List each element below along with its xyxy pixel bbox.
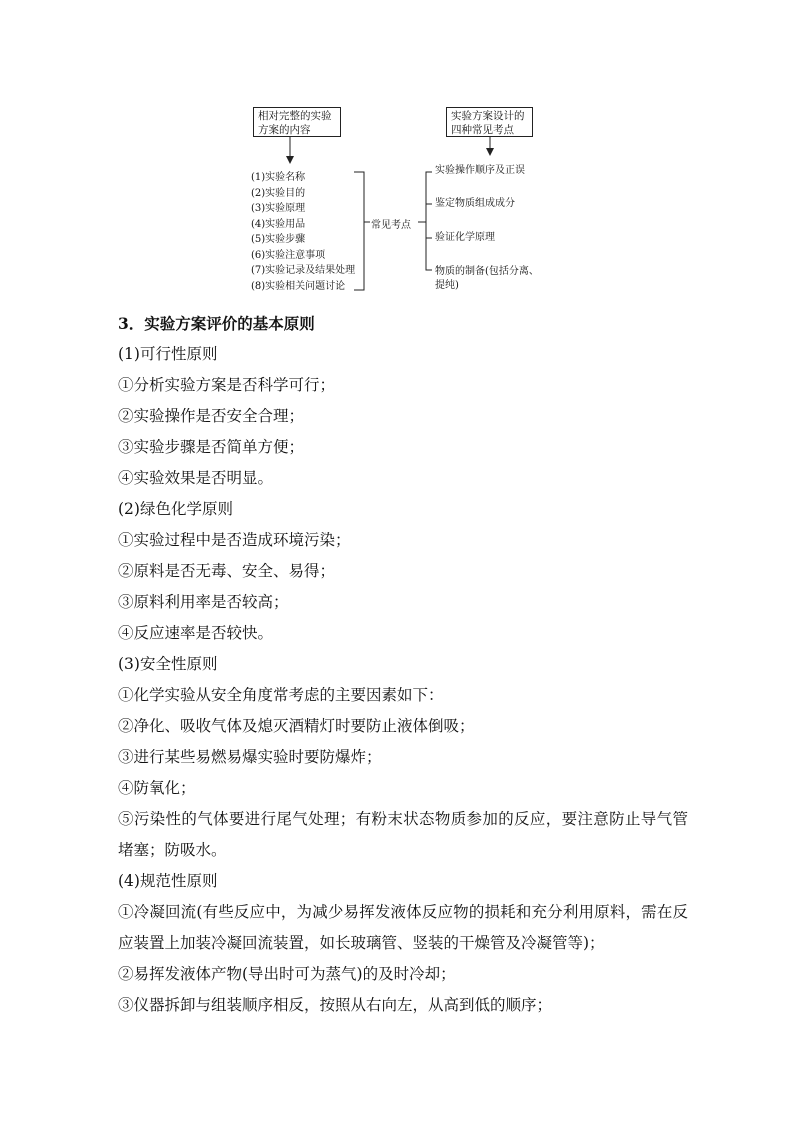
- group-title: (3)安全性原则: [118, 655, 218, 673]
- list-item: ②净化、吸收气体及熄灭酒精灯时要防止液体倒吸；: [118, 717, 475, 735]
- diagram-content-item: (5)实验步骤: [251, 234, 306, 245]
- list-item: ②易挥发液体产物(导出时可为蒸气)的及时冷却；: [118, 965, 456, 983]
- diagram-point-item: 物质的制备(包括分离、 提纯): [435, 266, 539, 291]
- diagram-content-item: (4)实验用品: [251, 218, 306, 230]
- diagram-point-item: 验证化学原理: [435, 232, 495, 243]
- list-item: ④反应速率是否较快。: [118, 624, 274, 642]
- diagram-content-item: (3)实验原理: [251, 203, 306, 214]
- group-title: (1)可行性原则: [118, 345, 218, 363]
- list-item: ①化学实验从安全角度常考虑的主要因素如下：: [118, 686, 444, 704]
- list-item: ②实验操作是否安全合理；: [118, 407, 305, 425]
- diagram-content-item: (2)实验目的: [251, 187, 306, 199]
- diagram-content-item: (1)实验名称: [251, 172, 306, 183]
- diagram-center-label: 常见考点: [371, 220, 411, 231]
- list-item: ①实验过程中是否造成环境污染；: [118, 531, 351, 549]
- list-item: ⑤污染性的气体要进行尾气处理；有粉末状态物质参加的反应，要注意防止导气管堵塞；防吸水。: [118, 810, 688, 859]
- diagram-content-item: (6)实验注意事项: [251, 249, 326, 261]
- document-body: [118, 308, 688, 1021]
- list-item: ④实验效果是否明显。: [118, 469, 274, 487]
- group-title: (2)绿色化学原则: [118, 500, 233, 518]
- group-title: (4)规范性原则: [118, 872, 218, 890]
- experiment-design-diagram: [240, 98, 570, 303]
- diagram-point-item: 鉴定物质组成成分: [435, 198, 515, 209]
- list-item: ①分析实验方案是否科学可行；: [118, 376, 336, 394]
- diagram-point-item: 实验操作顺序及正误: [435, 165, 525, 176]
- list-item: ②原料是否无毒、安全、易得；: [118, 562, 336, 580]
- list-item: ③原料利用率是否较高；: [118, 593, 289, 611]
- diagram-box-common-points: 实验方案设计的 四种常见考点: [446, 107, 533, 137]
- diagram-contents-list: [251, 170, 355, 294]
- list-item: ④防氧化；: [118, 779, 196, 797]
- list-item: ①冷凝回流(有些反应中，为减少易挥发液体反应物的损耗和充分利用原料，需在反应装置上加装冷凝回流装置，如长玻璃管、竖装的干燥管及冷凝管等)；: [118, 903, 688, 952]
- list-item: ③进行某些易燃易爆实验时要防爆炸；: [118, 748, 382, 766]
- list-item: ③仪器拆卸与组装顺序相反，按照从右向左，从高到低的顺序；: [118, 996, 553, 1014]
- diagram-content-item: (7)实验记录及结果处理: [251, 265, 356, 276]
- section-title: 3．实验方案评价的基本原则: [118, 314, 315, 333]
- diagram-content-item: (8)实验相关问题讨论: [251, 280, 346, 292]
- list-item: ③实验步骤是否简单方便；: [118, 438, 305, 456]
- diagram-box-complete-contents: 相对完整的实验 方案的内容: [253, 107, 341, 137]
